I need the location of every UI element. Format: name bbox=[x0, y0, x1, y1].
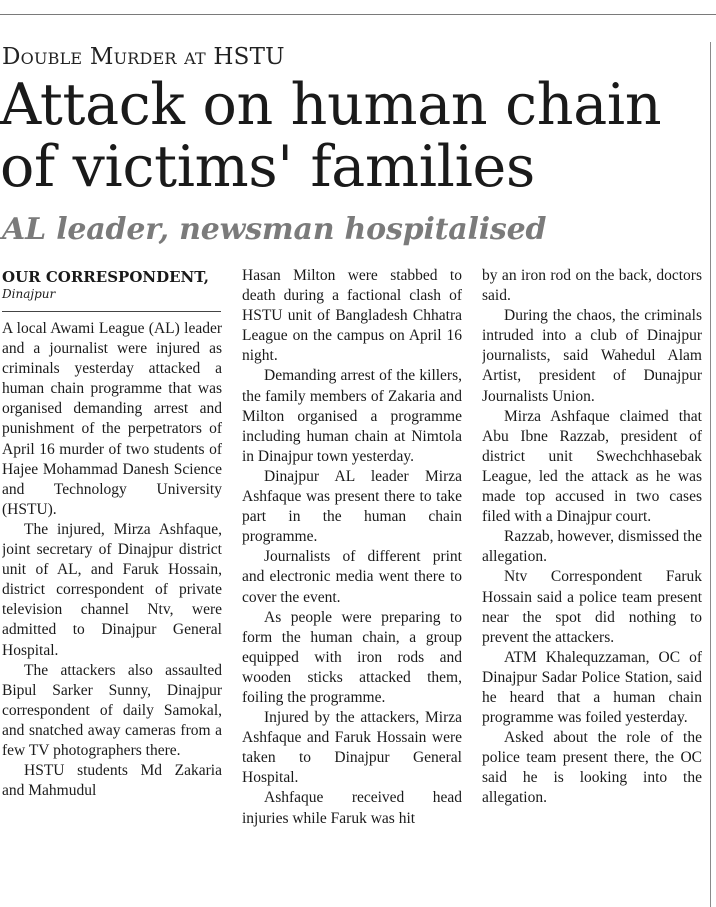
paragraph: ATM Khalequzzaman, OC of Dinajpur Sadar Police Station, said he heard that a human chain programme was foiled yesterday. bbox=[482, 648, 702, 727]
paragraph: Dinajpur AL leader Mirza Ashfaque was present there to take part in the human chain programme. bbox=[242, 467, 462, 546]
byline-rule bbox=[2, 311, 221, 312]
paragraph: A local Awami League (AL) leader and a journalist were injured as criminals yesterday attacked a human chain programme that was organised demanding arrest and punishment of the perpetrators of April 16 murder of two students of Hajee Mohammad Danesh Science and Technology University (HSTU). bbox=[2, 320, 222, 518]
paragraph: Journalists of different print and electronic media went there to cover the event. bbox=[242, 548, 462, 606]
headline-line-1: Attack on human chain bbox=[0, 72, 662, 138]
article-column-1 bbox=[2, 319, 222, 907]
paragraph: Razzab, however, dismissed the allegation. bbox=[482, 528, 702, 566]
byline bbox=[2, 268, 222, 302]
paragraph: HSTU students Md Zakaria and Mahmudul bbox=[2, 762, 222, 800]
paragraph: Mirza Ashfaque claimed that Abu Ibne Razzab, president of district unit Swechchhasebak League, led the attack as he was made top accused in two cases filed with a Dinajpur court. bbox=[482, 407, 702, 526]
paragraph: Asked about the role of the police team present there, the OC said he is looking into the allegation. bbox=[482, 729, 702, 807]
kicker: Double Murder at HSTU bbox=[2, 44, 285, 70]
paragraph: Hasan Milton were stabbed to death during a factional clash of HSTU unit of Bangladesh Chhatra League on the campus on April 16 night. bbox=[242, 267, 462, 365]
byline-author: OUR CORRESPONDENT, bbox=[2, 268, 209, 286]
article-column-3 bbox=[482, 266, 702, 907]
deck-subheadline: AL leader, newsman hospitalised bbox=[2, 212, 547, 247]
article-column-2 bbox=[242, 266, 462, 907]
paragraph: Injured by the attackers, Mirza Ashfaque and Faruk Hossain were taken to Dinajpur General Hospital. bbox=[242, 709, 462, 787]
top-rule bbox=[0, 14, 716, 15]
paragraph: Demanding arrest of the killers, the family members of Zakaria and Milton organised a programme including human chain at Nimtola in Dinajpur town yesterday. bbox=[242, 367, 462, 465]
paragraph: by an iron rod on the back, doctors said. bbox=[482, 267, 702, 305]
paragraph: The injured, Mirza Ashfaque, joint secretary of Dinajpur district unit of AL, and Faruk Hossain, district correspondent of private television channel Ntv, were admitted to Dinajpur General Hospital. bbox=[2, 520, 222, 659]
headline-line-2: of victims' families bbox=[0, 134, 535, 200]
paragraph: Ntv Correspondent Faruk Hossain said a police team present near the spot did nothing to prevent the attackers. bbox=[482, 568, 702, 646]
headline bbox=[0, 74, 716, 198]
paragraph: The attackers also assaulted Bipul Sarker Sunny, Dinajpur correspondent of daily Samokal, and snatched away cameras from a few TV photographers there. bbox=[2, 661, 222, 759]
dateline: Dinajpur bbox=[2, 287, 56, 301]
paragraph: As people were preparing to form the human chain, a group equipped with iron rods and wooden sticks attacked them, foiling the programme. bbox=[242, 608, 462, 706]
paragraph: Ashfaque received head injuries while Faruk was hit bbox=[242, 789, 462, 827]
paragraph: During the chaos, the criminals intruded into a club of Dinajpur journalists, said Wahedul Alam Artist, president of Dunajpur Journalists Union. bbox=[482, 307, 702, 405]
